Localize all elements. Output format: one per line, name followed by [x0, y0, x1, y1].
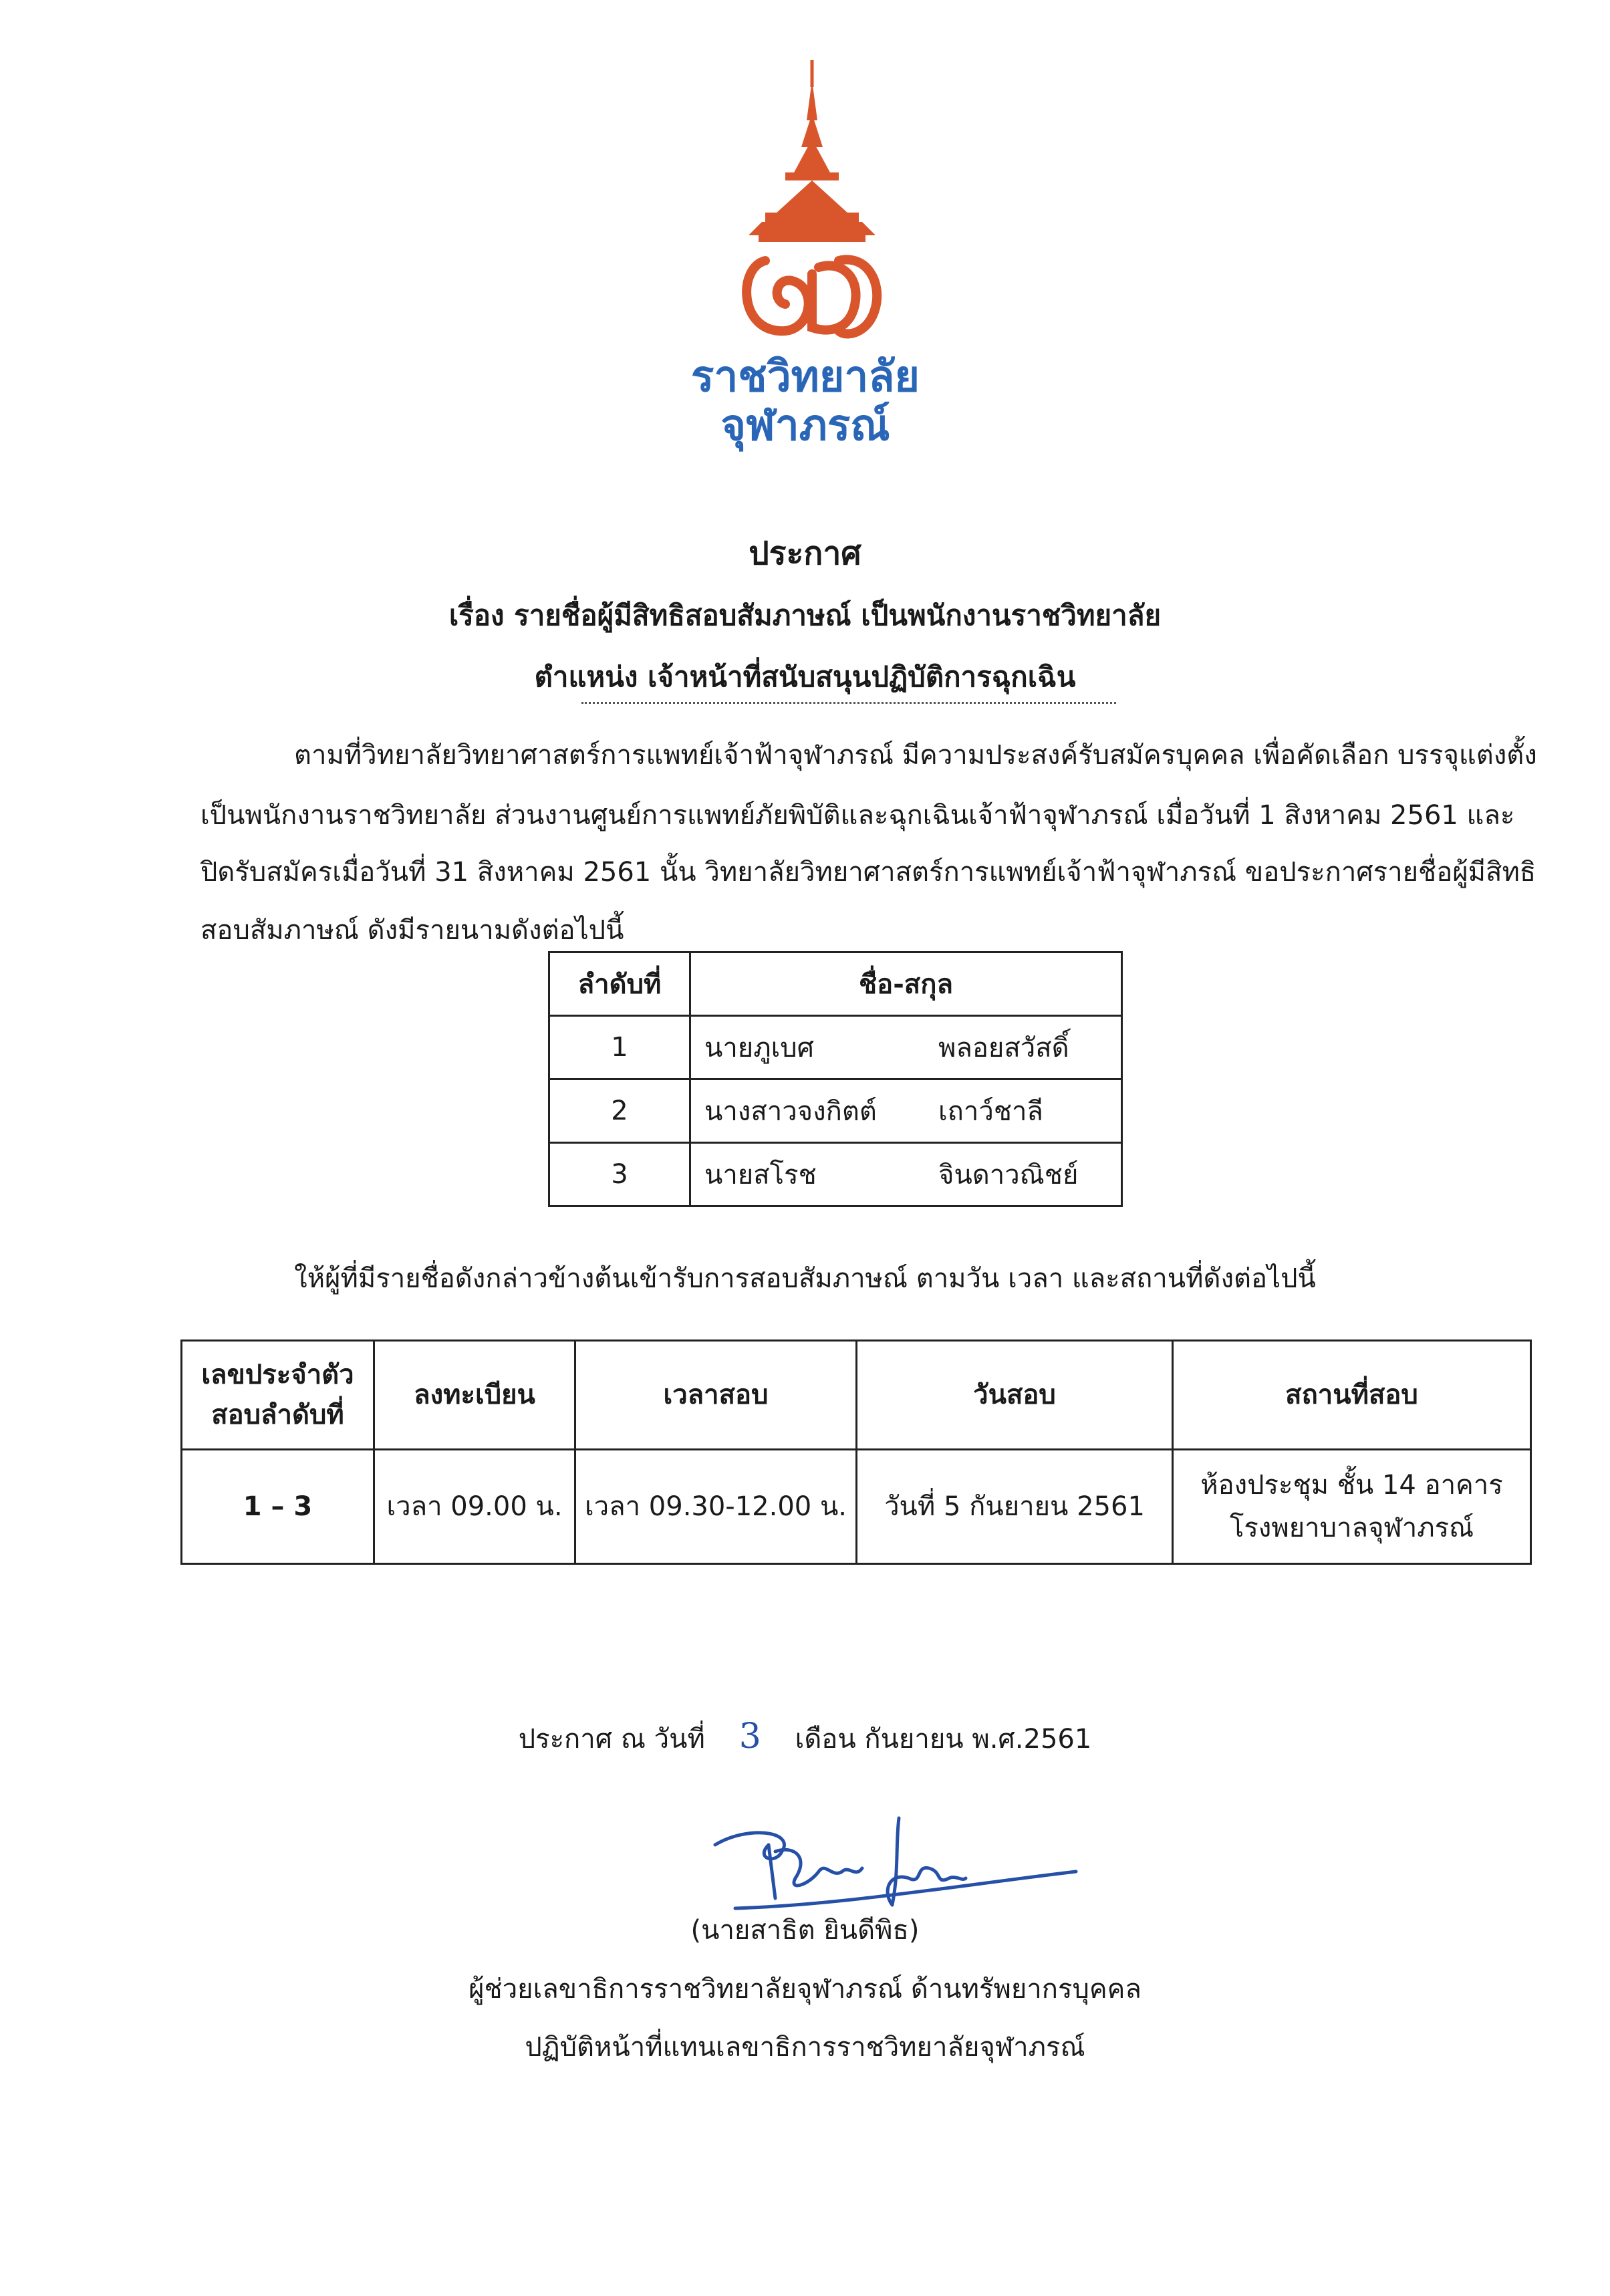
exam-venue: [1173, 1450, 1531, 1564]
announce-date: [0, 1716, 1610, 1760]
exam-id-range: 1 – 3: [182, 1450, 374, 1564]
header-exam-time: เวลาสอบ: [575, 1341, 857, 1450]
signatory-title-2: ปฏิบัติหน้าที่แทนเลขาธิการราชวิทยาลัยจุฬาภรณ์: [525, 2032, 1085, 2063]
row-number: 3: [549, 1143, 690, 1206]
body-line-1: ตามที่วิทยาลัยวิทยาศาสตร์การแพทย์เจ้าฟ้าจุฬาภรณ์ มีความประสงค์รับสมัครบุคคล เพื่อคัดเลือก บรรจุแต่งตั้ง: [294, 740, 1537, 771]
signatory-name: (นายสาธิต ยินดีพิธ): [690, 1915, 920, 1946]
venue-line2: โรงพยาบาลจุฬาภรณ์: [1229, 1513, 1474, 1543]
table-row: [549, 1016, 1122, 1079]
table-header-row: [182, 1341, 1531, 1450]
announce-date-day: 3: [739, 1716, 761, 1757]
row-number: 1: [549, 1016, 690, 1079]
last-name: เถาว์ชาลี: [938, 1096, 1043, 1127]
header-exam-id-line1: เลขประจำตัว: [201, 1360, 354, 1390]
first-name: นายภูเบศ: [704, 1033, 815, 1063]
table-row: [182, 1450, 1531, 1564]
header-register: ลงทะเบียน: [374, 1341, 575, 1450]
table-row: [549, 1079, 1122, 1143]
row-number: 2: [549, 1079, 690, 1143]
chulabhorn-spire-logo-icon: [739, 60, 886, 348]
last-name: พลอยสวัสดิ์: [938, 1033, 1069, 1063]
candidate-names-table: [548, 951, 1123, 1207]
header-exam-id-line2: สอบลำดับที่: [211, 1400, 344, 1430]
exam-time: เวลา 09.30-12.00 น.: [575, 1450, 857, 1564]
header-venue: สถานที่สอบ: [1173, 1341, 1531, 1450]
announce-date-suffix: เดือน กันยายน พ.ศ.2561: [795, 1724, 1092, 1755]
header-order: ลำดับที่: [549, 952, 690, 1016]
signatory-title-1: ผู้ช่วยเลขาธิการราชวิทยาลัยจุฬาภรณ์ ด้านทรัพยากรบุคคล: [468, 1974, 1142, 2005]
header-exam-id: [182, 1341, 374, 1450]
logo-text-line2: จุฬาภรณ์: [720, 401, 890, 451]
announce-date-prefix: ประกาศ ณ วันที่: [518, 1724, 705, 1755]
logo-text-line1: ราชวิทยาลัย: [690, 352, 920, 402]
row-name: [690, 1079, 1122, 1143]
announcement-position: ตำแหน่ง เจ้าหน้าที่สนับสนุนปฏิบัติการฉุกเฉิน: [534, 660, 1076, 693]
announcement-subject: เรื่อง รายชื่อผู้มีสิทธิสอบสัมภาษณ์ เป็นพนักงานราชวิทยาลัย: [448, 599, 1162, 632]
table-header-row: [549, 952, 1122, 1016]
row-name: [690, 1016, 1122, 1079]
exam-instruction: ให้ผู้ที่มีรายชื่อดังกล่าวข้างต้นเข้ารับการสอบสัมภาษณ์ ตามวัน เวลา และสถานที่ดังต่อไปนี้: [294, 1263, 1316, 1294]
exam-date: วันที่ 5 กันยายน 2561: [857, 1450, 1173, 1564]
announcement-title: ประกาศ: [749, 535, 861, 572]
table-row: [549, 1143, 1122, 1206]
last-name: จินดาวณิชย์: [938, 1160, 1079, 1190]
body-line-3: ปิดรับสมัครเมื่อวันที่ 31 สิงหาคม 2561 นั้น วิทยาลัยวิทยาศาสตร์การแพทย์เจ้าฟ้าจุฬาภรณ์ ขอประกาศรายชื่อผู้มีสิทธิ: [200, 857, 1536, 888]
register-time: เวลา 09.00 น.: [374, 1450, 575, 1564]
exam-schedule-table: [180, 1340, 1532, 1565]
first-name: นางสาวจงกิตต์: [704, 1096, 877, 1127]
header-name: ชื่อ-สกุล: [690, 952, 1122, 1016]
body-line-2: เป็นพนักงานราชวิทยาลัย ส่วนงานศูนย์การแพทย์ภัยพิบัติและฉุกเฉินเจ้าฟ้าจุฬาภรณ์ เมื่อวันที่ 1 สิงหาคม 2561 และ: [200, 800, 1515, 831]
venue-line1: ห้องประชุม ชั้น 14 อาคาร: [1200, 1470, 1503, 1501]
row-name: [690, 1143, 1122, 1206]
heading-divider: [581, 702, 1116, 704]
first-name: นายสโรช: [704, 1160, 817, 1190]
header-exam-date: วันสอบ: [857, 1341, 1173, 1450]
body-line-4: สอบสัมภาษณ์ ดังมีรายนามดังต่อไปนี้: [200, 915, 624, 946]
